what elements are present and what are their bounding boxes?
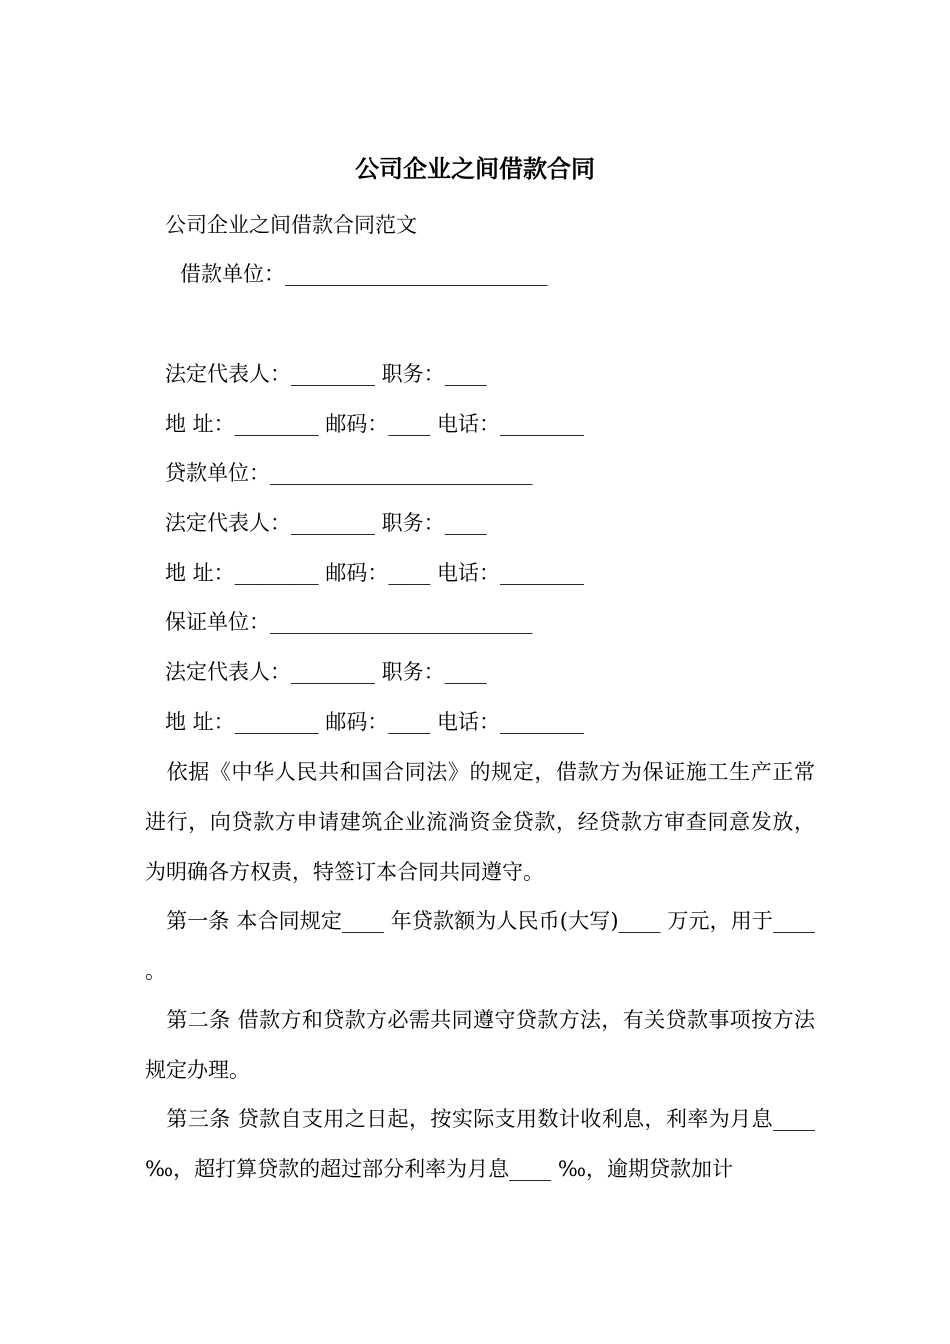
guarantor-address-line: 地 址：________ 邮码：____ 电话：________: [165, 710, 585, 734]
article-3-text: 第三条 贷款自支用之日起，按实际支用数计收利息，利率为月息____ ‰，超打算贷款的超过部分利率为月息____ ‰，逾期贷款加计: [145, 1107, 815, 1181]
lender-line: 贷款单位：_________________________: [165, 461, 533, 485]
article-3: [145, 1094, 815, 1194]
borrower-line: 借款单位：_________________________: [180, 262, 548, 286]
guarantor-line: 保证单位：_________________________: [165, 610, 533, 634]
intro-paragraph: [145, 747, 815, 897]
article-2: [145, 995, 815, 1095]
lender-address-line: 地 址：________ 邮码：____ 电话：________: [165, 561, 585, 585]
borrower-address-line: 地 址：________ 邮码：____ 电话：________: [165, 412, 585, 436]
guarantor-rep-line: 法定代表人：________ 职务：____: [165, 660, 487, 684]
article-1: [145, 896, 815, 996]
document-subtitle: 公司企业之间借款合同范文: [165, 213, 417, 237]
lender-rep-line: 法定代表人：________ 职务：____: [165, 511, 487, 535]
document-title: 公司企业之间借款合同: [355, 154, 595, 183]
article-2-text: 第二条 借款方和贷款方必需共同遵守贷款方法，有关贷款事项按方法规定办理。: [145, 1008, 815, 1082]
borrower-rep-line: 法定代表人：________ 职务：____: [165, 362, 487, 386]
intro-text: 依据《中华人民共和国合同法》的规定，借款方为保证施工生产正常进行，向贷款方申请建筑企业流淌资金贷款，经贷款方审查同意发放，为明确各方权责，特签订本合同共同遵守。: [145, 760, 815, 884]
article-1-text: 第一条 本合同规定____ 年贷款额为人民币(大写)____ 万元，用于____ 。: [145, 909, 815, 983]
